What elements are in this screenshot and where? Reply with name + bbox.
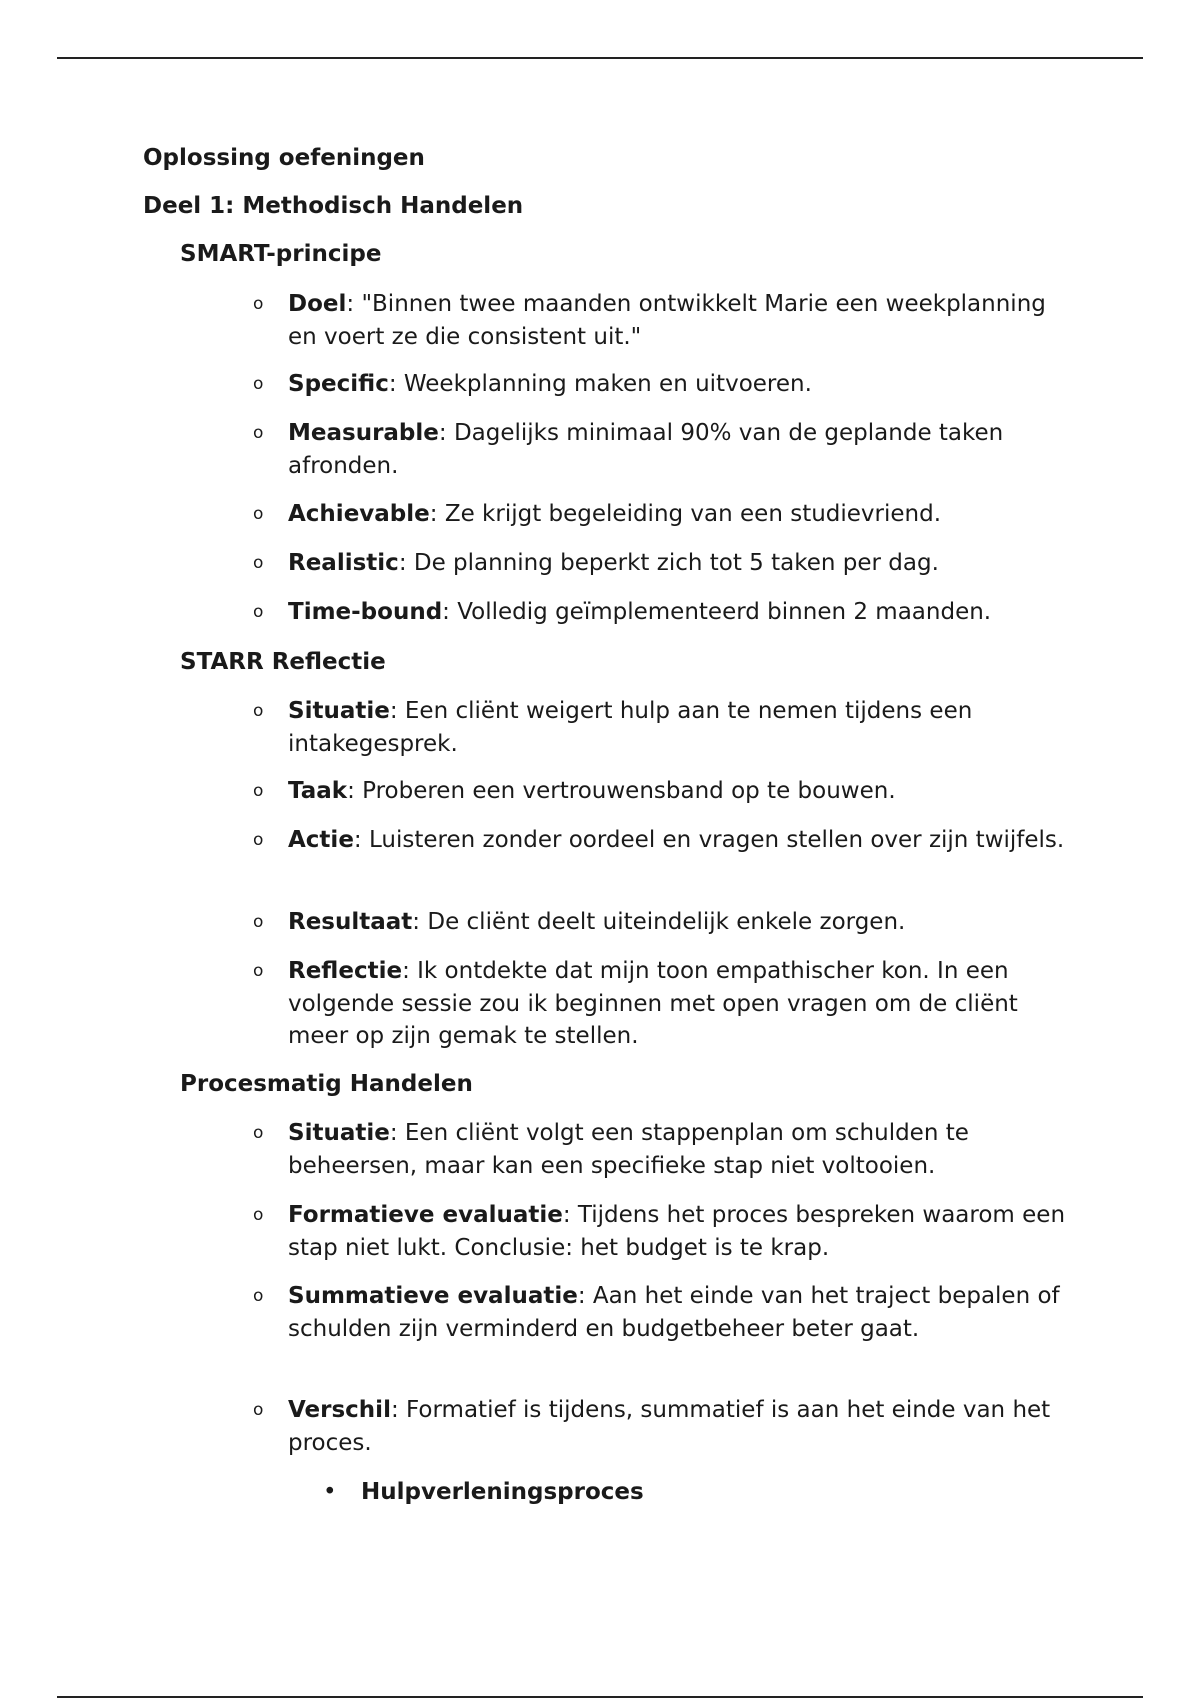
- item-text: : Ze krijgt begeleiding van een studievriend.: [429, 501, 942, 527]
- item-text: : Dagelijks minimaal 90% van de geplande taken afronden.: [288, 420, 1004, 479]
- item-term: Resultaat: [288, 909, 413, 935]
- list-item: [288, 1117, 1078, 1182]
- item-term: Time-bound: [288, 599, 443, 625]
- list-bullet: o: [253, 553, 264, 573]
- top-rule: [57, 57, 1143, 59]
- list-bullet: o: [253, 423, 264, 443]
- item-term: Summatieve evaluatie: [288, 1283, 578, 1309]
- list-bullet: o: [253, 912, 264, 932]
- list-bullet: o: [253, 830, 264, 850]
- list-item: [288, 596, 1078, 629]
- document-title: Oplossing oefeningen: [143, 145, 425, 171]
- list-bullet: o: [253, 1205, 264, 1225]
- item-text: : Formatief is tijdens, summatief is aan het einde van het proces.: [288, 1397, 1051, 1456]
- sub-list-item-hulpverleningsproces: Hulpverleningsproces: [361, 1479, 644, 1505]
- list-item: [288, 288, 1078, 353]
- section-heading-starr: STARR Reflectie: [180, 649, 386, 675]
- item-term: Verschil: [288, 1397, 391, 1423]
- item-text: : Tijdens het proces bespreken waarom een stap niet lukt. Conclusie: het budget is te krap.: [288, 1202, 1066, 1261]
- list-item: [288, 417, 1078, 482]
- list-bullet: o: [253, 1286, 264, 1306]
- list-bullet: o: [253, 504, 264, 524]
- list-item: [288, 824, 1078, 857]
- list-item: [288, 955, 1078, 1053]
- item-text: : Volledig geïmplementeerd binnen 2 maanden.: [442, 599, 992, 625]
- list-bullet: o: [253, 961, 264, 981]
- list-bullet: o: [253, 374, 264, 394]
- item-term: Specific: [288, 371, 389, 397]
- item-text: : Weekplanning maken en uitvoeren.: [388, 371, 812, 397]
- list-item: [288, 547, 1078, 580]
- item-term: Situatie: [288, 698, 390, 724]
- item-term: Reflectie: [288, 958, 403, 984]
- item-term: Taak: [288, 778, 348, 804]
- item-term: Formatieve evaluatie: [288, 1202, 563, 1228]
- list-bullet: o: [253, 1400, 264, 1420]
- item-term: Achievable: [288, 501, 430, 527]
- list-item: [288, 1199, 1078, 1264]
- section-heading-procesmatig: Procesmatig Handelen: [180, 1071, 473, 1097]
- section-heading-smart: SMART-principe: [180, 241, 382, 267]
- item-term: Realistic: [288, 550, 399, 576]
- item-text: : De planning beperkt zich tot 5 taken per dag.: [398, 550, 939, 576]
- item-term: Situatie: [288, 1120, 390, 1146]
- part-heading: Deel 1: Methodisch Handelen: [143, 193, 524, 219]
- list-bullet: o: [253, 781, 264, 801]
- list-bullet: o: [253, 1123, 264, 1143]
- item-term: Doel: [288, 291, 347, 317]
- list-item: [288, 775, 1078, 808]
- list-item: [288, 695, 1078, 760]
- item-term: Actie: [288, 827, 354, 853]
- item-text: : Proberen een vertrouwensband op te bouwen.: [347, 778, 896, 804]
- list-item: [288, 1394, 1078, 1459]
- item-text: : De cliënt deelt uiteindelijk enkele zorgen.: [412, 909, 906, 935]
- list-item: [288, 368, 1078, 401]
- item-term: Measurable: [288, 420, 439, 446]
- list-bullet: o: [253, 602, 264, 622]
- list-item: [288, 906, 1078, 939]
- list-bullet: o: [253, 294, 264, 314]
- list-item: [288, 498, 1078, 531]
- sub-list-bullet: •: [323, 1479, 337, 1505]
- item-text: : "Binnen twee maanden ontwikkelt Marie een weekplanning en voert ze die consistent uit.": [288, 291, 1046, 350]
- item-text: : Een cliënt weigert hulp aan te nemen tijdens een intakegesprek.: [288, 698, 973, 757]
- bottom-rule: [57, 1696, 1143, 1698]
- list-bullet: o: [253, 701, 264, 721]
- item-text: : Ik ontdekte dat mijn toon empathischer kon. In een volgende sessie zou ik beginnen met open vragen om de cliënt meer op zijn gemak te stellen.: [288, 958, 1018, 1049]
- item-text: : Luisteren zonder oordeel en vragen stellen over zijn twijfels.: [353, 827, 1065, 853]
- item-text: : Aan het einde van het traject bepalen of schulden zijn verminderd en budgetbeheer beter gaat.: [288, 1283, 1060, 1342]
- item-text: : Een cliënt volgt een stappenplan om schulden te beheersen, maar kan een specifieke stap niet voltooien.: [288, 1120, 969, 1179]
- list-item: [288, 1280, 1078, 1345]
